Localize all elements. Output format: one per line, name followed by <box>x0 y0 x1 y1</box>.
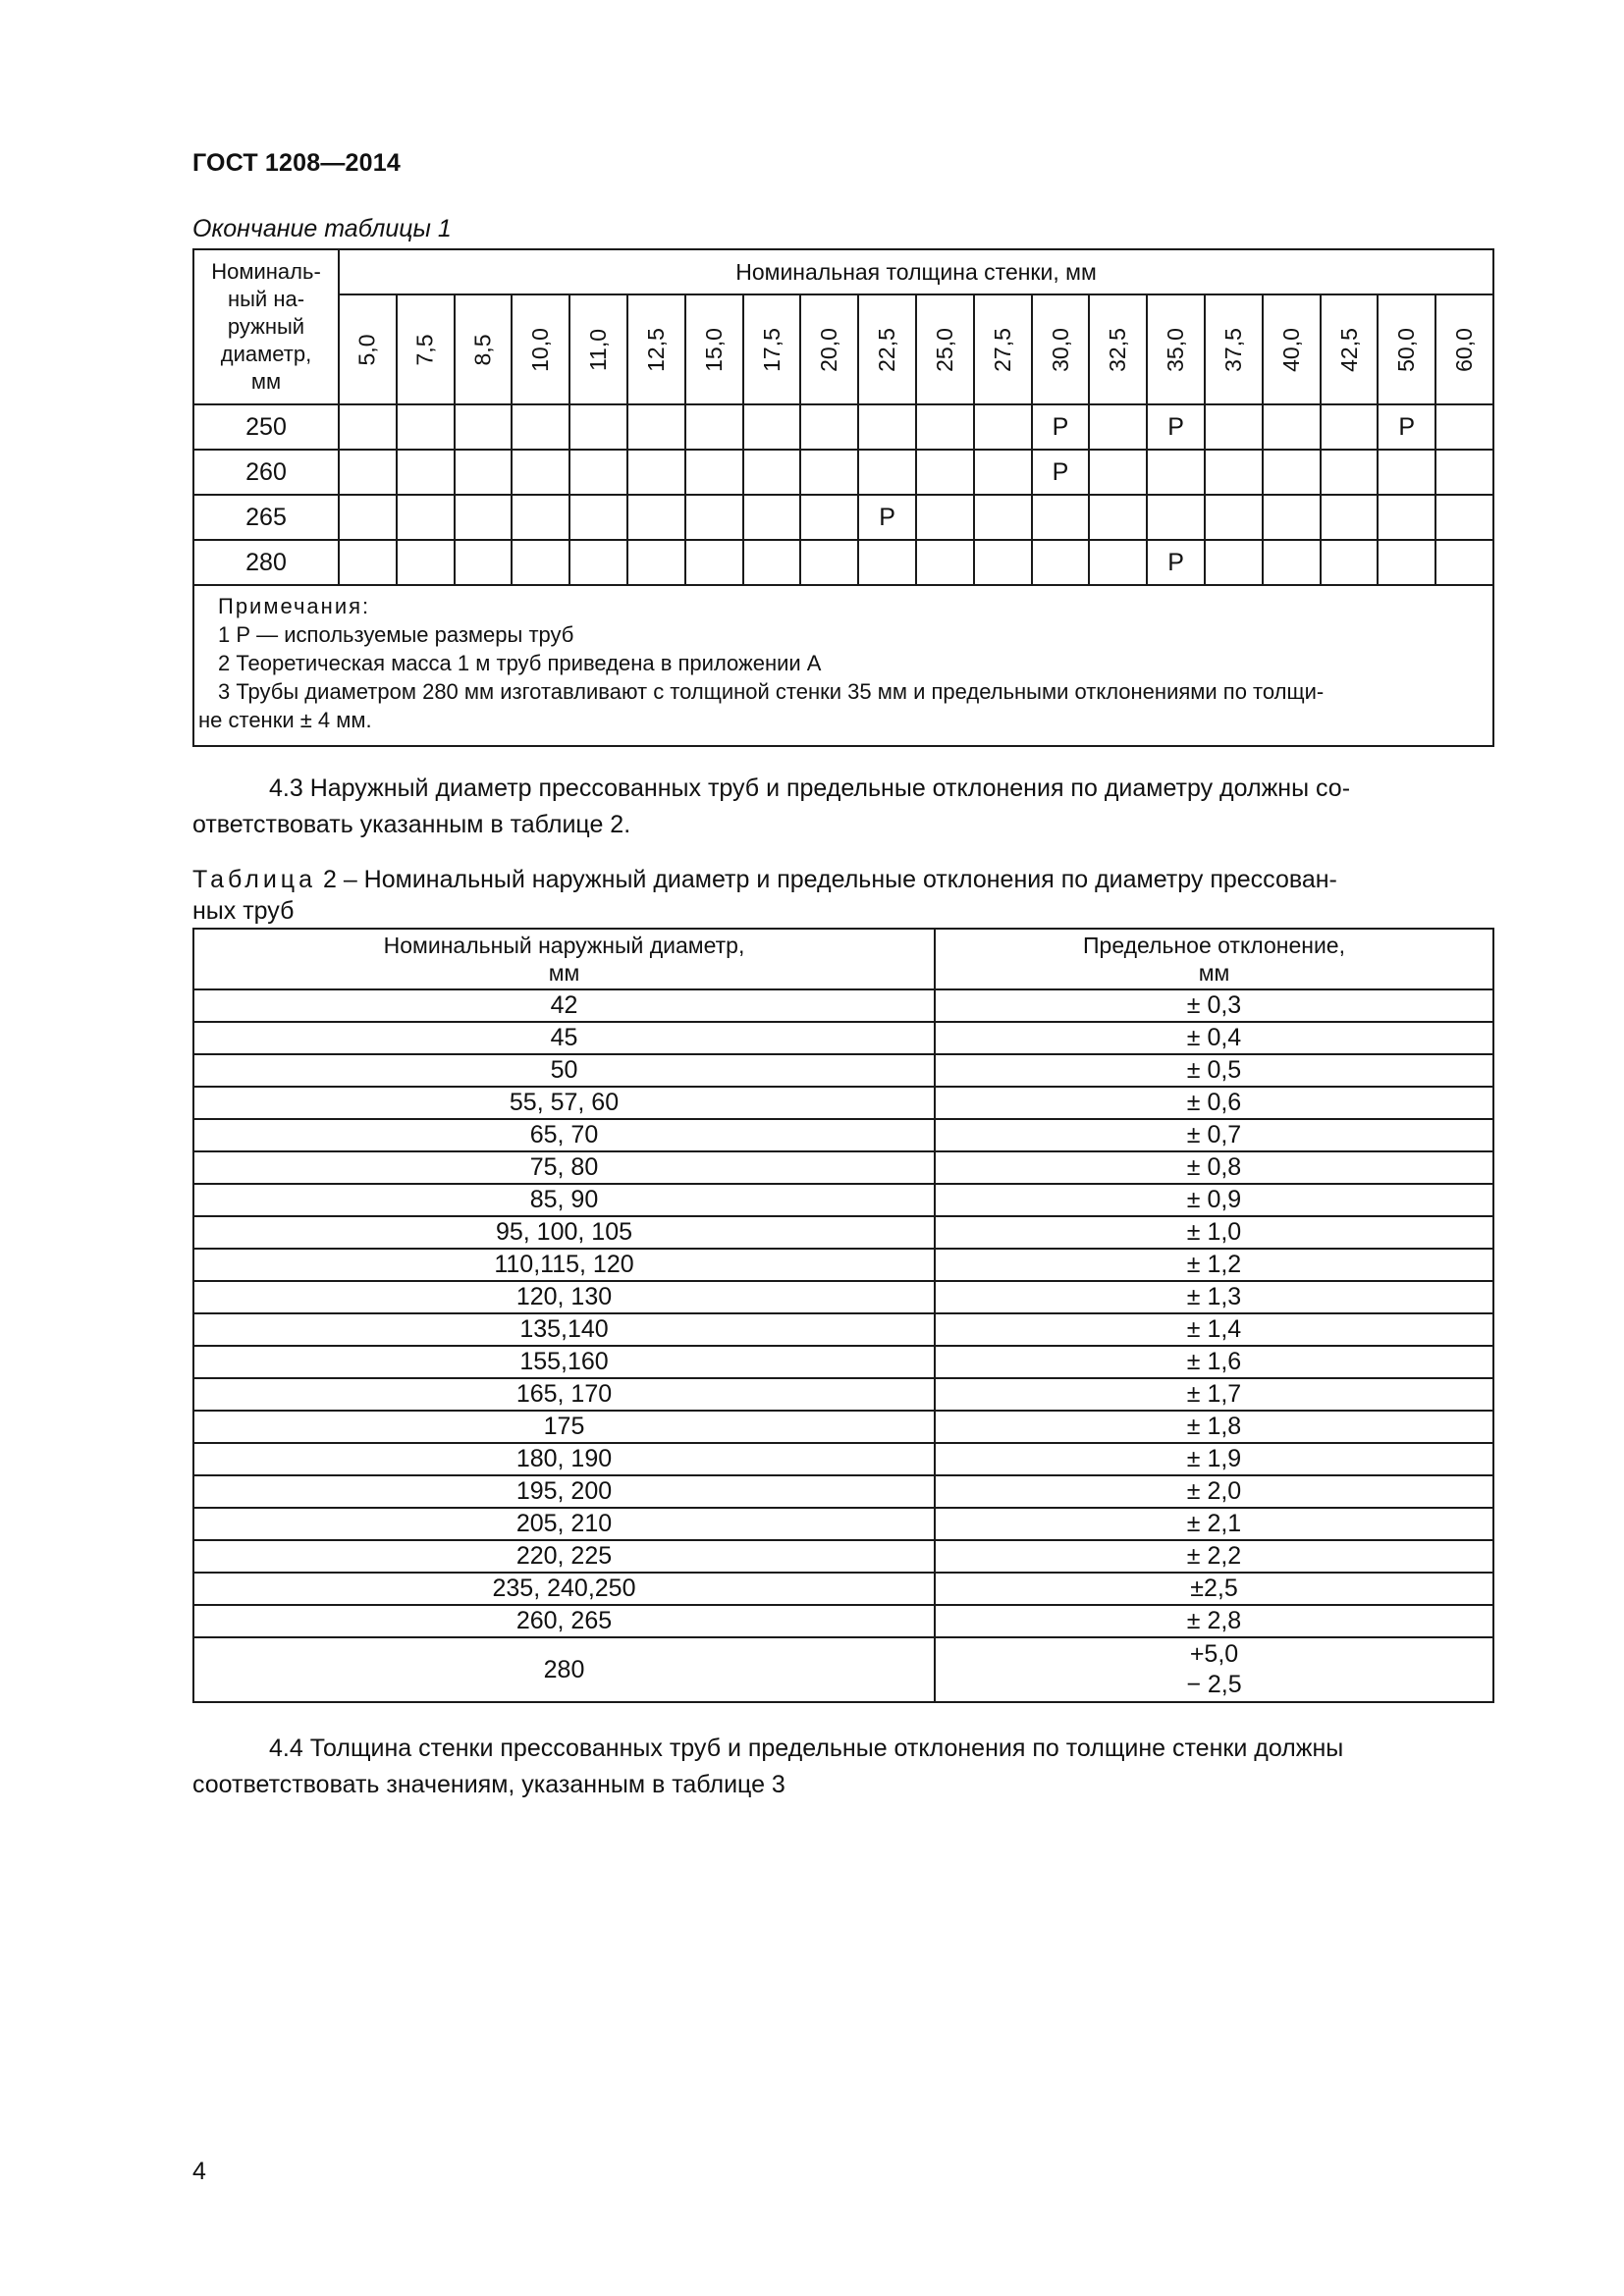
diameter-column-header: Номиналь- ный на- ружный диаметр, мм <box>193 249 339 404</box>
diameter-cell: 235, 240,250 <box>193 1573 935 1605</box>
size-cell <box>743 450 801 495</box>
table-row <box>193 1378 1493 1411</box>
deviation-cell: ± 0,5 <box>935 1054 1493 1087</box>
diameter-cell: 75, 80 <box>193 1151 935 1184</box>
size-cell <box>1321 540 1379 585</box>
diameter-cell: 110,115, 120 <box>193 1249 935 1281</box>
table-row <box>193 1540 1493 1573</box>
table2-caption: Таблица 2 – Номинальный наружный диаметр и предельные отклонения по диаметру прессован- ных труб <box>192 866 1337 925</box>
paragraph-4-4: 4.4 Толщина стенки прессованных труб и предельные отклонения по толщине стенки должны соответствовать значениям, указанным в таблице 3 <box>192 1735 1344 1798</box>
size-cell <box>916 540 974 585</box>
diameter-cell: 42 <box>193 989 935 1022</box>
deviation-cell: ± 1,9 <box>935 1443 1493 1475</box>
size-cell: Р <box>1147 540 1205 585</box>
table-row <box>193 1249 1493 1281</box>
size-cell: Р <box>858 495 916 540</box>
size-cell <box>974 495 1032 540</box>
deviation-cell: ± 2,1 <box>935 1508 1493 1540</box>
deviation-cell: ± 1,8 <box>935 1411 1493 1443</box>
wall-value-header: 35,0 <box>1147 294 1205 404</box>
size-cell <box>858 540 916 585</box>
table-row <box>193 1411 1493 1443</box>
wall-value-header: 30,0 <box>1032 294 1090 404</box>
size-cell <box>800 450 858 495</box>
size-cell <box>743 495 801 540</box>
size-cell <box>1263 404 1321 450</box>
wall-values-row <box>193 294 1493 404</box>
size-cell <box>397 450 455 495</box>
size-cell <box>1263 540 1321 585</box>
wall-value-header: 32,5 <box>1089 294 1147 404</box>
size-cell <box>916 404 974 450</box>
table2-body <box>193 989 1493 1702</box>
size-cell <box>627 404 685 450</box>
table2-diameter-header: Номинальный наружный диаметр, мм <box>193 929 935 989</box>
deviation-cell: ± 1,4 <box>935 1313 1493 1346</box>
diameter-cell: 260 <box>193 450 339 495</box>
size-cell: Р <box>1032 450 1090 495</box>
size-cell: Р <box>1147 404 1205 450</box>
table-row <box>193 1022 1493 1054</box>
size-cell <box>512 495 569 540</box>
size-cell <box>569 540 627 585</box>
deviation-cell: ± 2,8 <box>935 1605 1493 1637</box>
size-cell <box>743 540 801 585</box>
size-cell <box>1147 450 1205 495</box>
size-cell <box>685 540 743 585</box>
table-row <box>193 1151 1493 1184</box>
size-cell <box>1378 495 1435 540</box>
diameter-cell: 85, 90 <box>193 1184 935 1216</box>
size-cell <box>1205 540 1263 585</box>
size-cell <box>339 540 397 585</box>
diameter-cell: 165, 170 <box>193 1378 935 1411</box>
table-row <box>193 1508 1493 1540</box>
wall-value-header: 40,0 <box>1263 294 1321 404</box>
size-cell <box>800 540 858 585</box>
size-cell <box>1032 495 1090 540</box>
table-row <box>193 1605 1493 1637</box>
diameter-cell: 280 <box>193 1637 935 1702</box>
size-cell <box>627 540 685 585</box>
table-row <box>193 404 1493 450</box>
size-cell <box>1263 495 1321 540</box>
size-cell <box>1435 495 1493 540</box>
deviation-cell: ± 1,0 <box>935 1216 1493 1249</box>
paragraph-4-3: 4.3 Наружный диаметр прессованных труб и предельные отклонения по диаметру должны со- ответствовать указанным в таблице 2. <box>192 774 1351 838</box>
table-row <box>193 1573 1493 1605</box>
wall-value-header: 10,0 <box>512 294 569 404</box>
document-header: ГОСТ 1208—2014 <box>192 149 401 177</box>
table-row <box>193 1346 1493 1378</box>
size-cell <box>1089 495 1147 540</box>
size-cell <box>1435 450 1493 495</box>
page-number: 4 <box>192 2158 206 2185</box>
size-cell <box>1435 540 1493 585</box>
table-row <box>193 1119 1493 1151</box>
size-cell <box>1205 404 1263 450</box>
wall-value-header: 17,5 <box>743 294 801 404</box>
size-cell <box>569 450 627 495</box>
size-cell <box>339 495 397 540</box>
table-row <box>193 1637 1493 1702</box>
deviation-cell: ±2,5 <box>935 1573 1493 1605</box>
table-row <box>193 540 1493 585</box>
size-cell <box>800 495 858 540</box>
wall-value-header: 37,5 <box>1205 294 1263 404</box>
deviation-cell: ± 0,3 <box>935 989 1493 1022</box>
size-cell: Р <box>1378 404 1435 450</box>
diameter-cell: 65, 70 <box>193 1119 935 1151</box>
size-cell <box>455 540 513 585</box>
wall-value-header: 50,0 <box>1378 294 1435 404</box>
size-cell <box>1032 540 1090 585</box>
size-cell <box>397 404 455 450</box>
wall-value-header: 11,0 <box>569 294 627 404</box>
deviation-cell: +5,0 − 2,5 <box>935 1637 1493 1702</box>
table-row <box>193 1216 1493 1249</box>
wall-value-header: 60,0 <box>1435 294 1493 404</box>
wall-thickness-header: Номинальная толщина стенки, мм <box>339 249 1493 294</box>
size-cell <box>512 540 569 585</box>
deviation-cell: ± 2,0 <box>935 1475 1493 1508</box>
wall-value-header: 22,5 <box>858 294 916 404</box>
size-cell <box>455 495 513 540</box>
table2-deviation-header: Предельное отклонение, мм <box>935 929 1493 989</box>
size-cell <box>858 404 916 450</box>
deviation-cell: ± 0,9 <box>935 1184 1493 1216</box>
size-cell <box>1378 540 1435 585</box>
table-row <box>193 1443 1493 1475</box>
diameter-cell: 250 <box>193 404 339 450</box>
deviation-cell: ± 2,2 <box>935 1540 1493 1573</box>
diameter-cell: 265 <box>193 495 339 540</box>
size-cell <box>974 540 1032 585</box>
size-cell <box>916 495 974 540</box>
size-cell <box>569 495 627 540</box>
wall-value-header: 8,5 <box>455 294 513 404</box>
size-cell <box>685 404 743 450</box>
deviation-cell: ± 1,2 <box>935 1249 1493 1281</box>
diameter-cell: 260, 265 <box>193 1605 935 1637</box>
wall-value-header: 20,0 <box>800 294 858 404</box>
diameter-cell: 50 <box>193 1054 935 1087</box>
size-cell <box>1321 450 1379 495</box>
table1 <box>192 248 1494 747</box>
size-cell <box>1321 495 1379 540</box>
size-cell <box>339 404 397 450</box>
size-cell <box>1147 495 1205 540</box>
size-cell <box>397 495 455 540</box>
size-cell <box>743 404 801 450</box>
deviation-cell: ± 0,6 <box>935 1087 1493 1119</box>
table-row <box>193 1475 1493 1508</box>
diameter-cell: 180, 190 <box>193 1443 935 1475</box>
size-cell: Р <box>1032 404 1090 450</box>
deviation-cell: ± 0,7 <box>935 1119 1493 1151</box>
size-cell <box>916 450 974 495</box>
wall-value-header: 42,5 <box>1321 294 1379 404</box>
diameter-cell: 95, 100, 105 <box>193 1216 935 1249</box>
table-row <box>193 1281 1493 1313</box>
diameter-cell: 45 <box>193 1022 935 1054</box>
table-row <box>193 1313 1493 1346</box>
size-cell <box>1263 450 1321 495</box>
table-row <box>193 1087 1493 1119</box>
size-cell <box>858 450 916 495</box>
diameter-cell: 135,140 <box>193 1313 935 1346</box>
size-cell <box>685 450 743 495</box>
size-cell <box>627 495 685 540</box>
size-cell <box>627 450 685 495</box>
size-cell <box>397 540 455 585</box>
size-cell <box>455 450 513 495</box>
table-row <box>193 1184 1493 1216</box>
size-cell <box>1205 495 1263 540</box>
wall-value-header: 7,5 <box>397 294 455 404</box>
size-cell <box>800 404 858 450</box>
size-cell <box>512 404 569 450</box>
size-cell <box>1321 404 1379 450</box>
size-cell <box>685 495 743 540</box>
size-cell <box>1089 540 1147 585</box>
table-row <box>193 495 1493 540</box>
diameter-cell: 120, 130 <box>193 1281 935 1313</box>
diameter-cell: 175 <box>193 1411 935 1443</box>
diameter-cell: 155,160 <box>193 1346 935 1378</box>
wall-value-header: 25,0 <box>916 294 974 404</box>
table1-body <box>193 404 1493 746</box>
wall-value-header: 12,5 <box>627 294 685 404</box>
deviation-cell: ± 1,3 <box>935 1281 1493 1313</box>
diameter-cell: 205, 210 <box>193 1508 935 1540</box>
diameter-cell: 220, 225 <box>193 1540 935 1573</box>
size-cell <box>455 404 513 450</box>
table1-caption: Окончание таблицы 1 <box>192 215 452 242</box>
wall-value-header: 5,0 <box>339 294 397 404</box>
size-cell <box>974 404 1032 450</box>
deviation-cell: ± 1,7 <box>935 1378 1493 1411</box>
wall-value-header: 27,5 <box>974 294 1032 404</box>
deviation-cell: ± 0,4 <box>935 1022 1493 1054</box>
diameter-cell: 280 <box>193 540 339 585</box>
deviation-cell: ± 1,6 <box>935 1346 1493 1378</box>
diameter-cell: 55, 57, 60 <box>193 1087 935 1119</box>
table-row <box>193 989 1493 1022</box>
table-row <box>193 450 1493 495</box>
deviation-cell: ± 0,8 <box>935 1151 1493 1184</box>
size-cell <box>1435 404 1493 450</box>
size-cell <box>1205 450 1263 495</box>
size-cell <box>339 450 397 495</box>
wall-value-header: 15,0 <box>685 294 743 404</box>
table-row <box>193 1054 1493 1087</box>
size-cell <box>569 404 627 450</box>
size-cell <box>974 450 1032 495</box>
diameter-cell: 195, 200 <box>193 1475 935 1508</box>
size-cell <box>1089 450 1147 495</box>
size-cell <box>1089 404 1147 450</box>
table1-notes: Примечания: 1 Р — используемые размеры труб 2 Теоретическая масса 1 м труб приведена в приложении А 3 Трубы диаметром 280 мм изготавливают с толщиной стенки 35 мм и предельными отклонениями по толщи- не стенки ± 4 мм. <box>193 585 1493 746</box>
size-cell <box>1378 450 1435 495</box>
table2 <box>192 928 1494 1703</box>
size-cell <box>512 450 569 495</box>
